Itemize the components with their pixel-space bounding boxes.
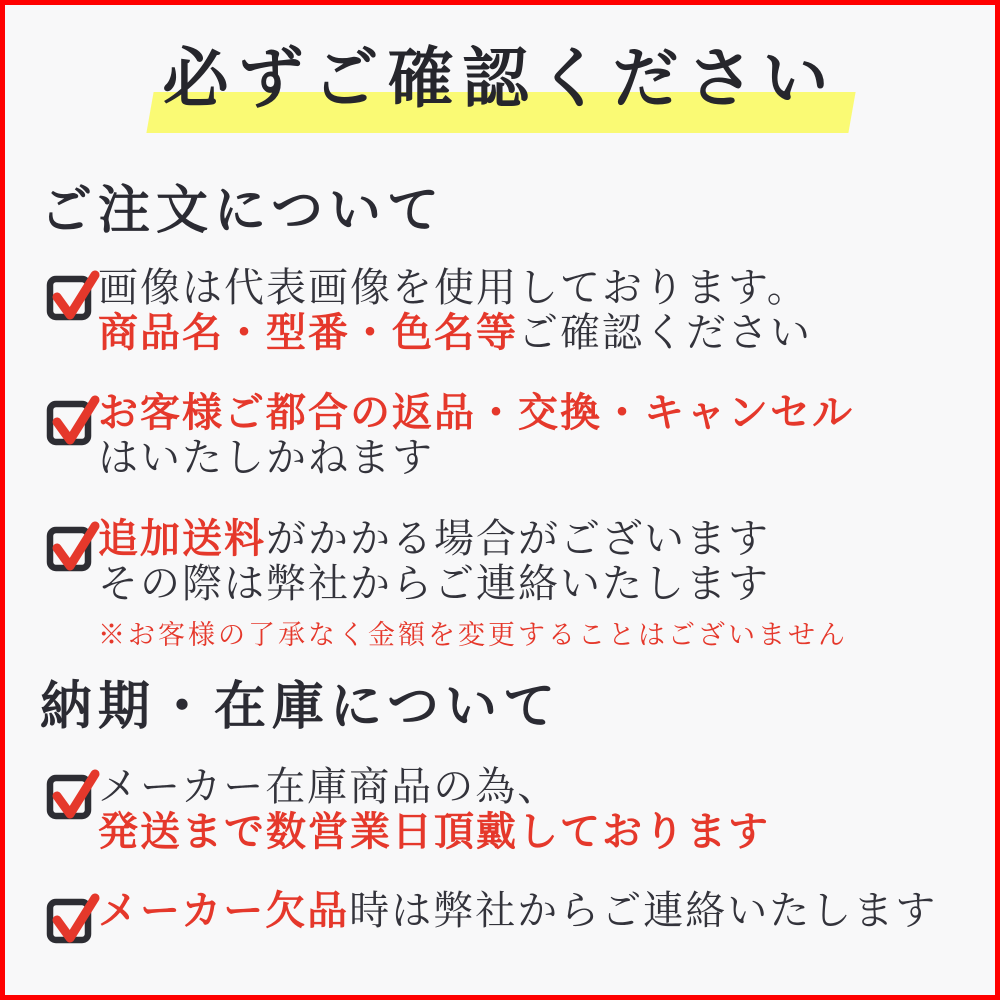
item-text-span: 商品名・型番・色名等 [98, 310, 518, 355]
item-text-span: はいたしかねます [98, 435, 434, 480]
item-text-span: お客様ご都合の返品・交換・キャンセル [98, 390, 854, 435]
item-note: ※お客様の了承なく金額を変更することはございません [98, 620, 848, 650]
item-text-span: 追加送料 [98, 516, 266, 561]
section-heading-stock: 納期・在庫について [40, 679, 561, 736]
item-text-span: メーカー欠品 [98, 888, 350, 933]
page-title: 必ずご確認ください [162, 43, 838, 116]
item-text-span: その際は弊社からご連絡いたします [98, 561, 770, 606]
item-text-span: 画像は代表画像を使用しております。 [98, 265, 809, 310]
item-text-span: ご確認ください [518, 310, 812, 355]
item-text-span: がかかる場合がございます [266, 516, 770, 561]
item-text-span: 発送まで数営業日頂戴しております [98, 809, 770, 854]
item-text-span: 時は弊社からご連絡いたします [349, 888, 938, 933]
item-text-span: メーカー在庫商品の為、 [98, 764, 560, 809]
section-heading-orders: ご注文について [40, 183, 445, 240]
